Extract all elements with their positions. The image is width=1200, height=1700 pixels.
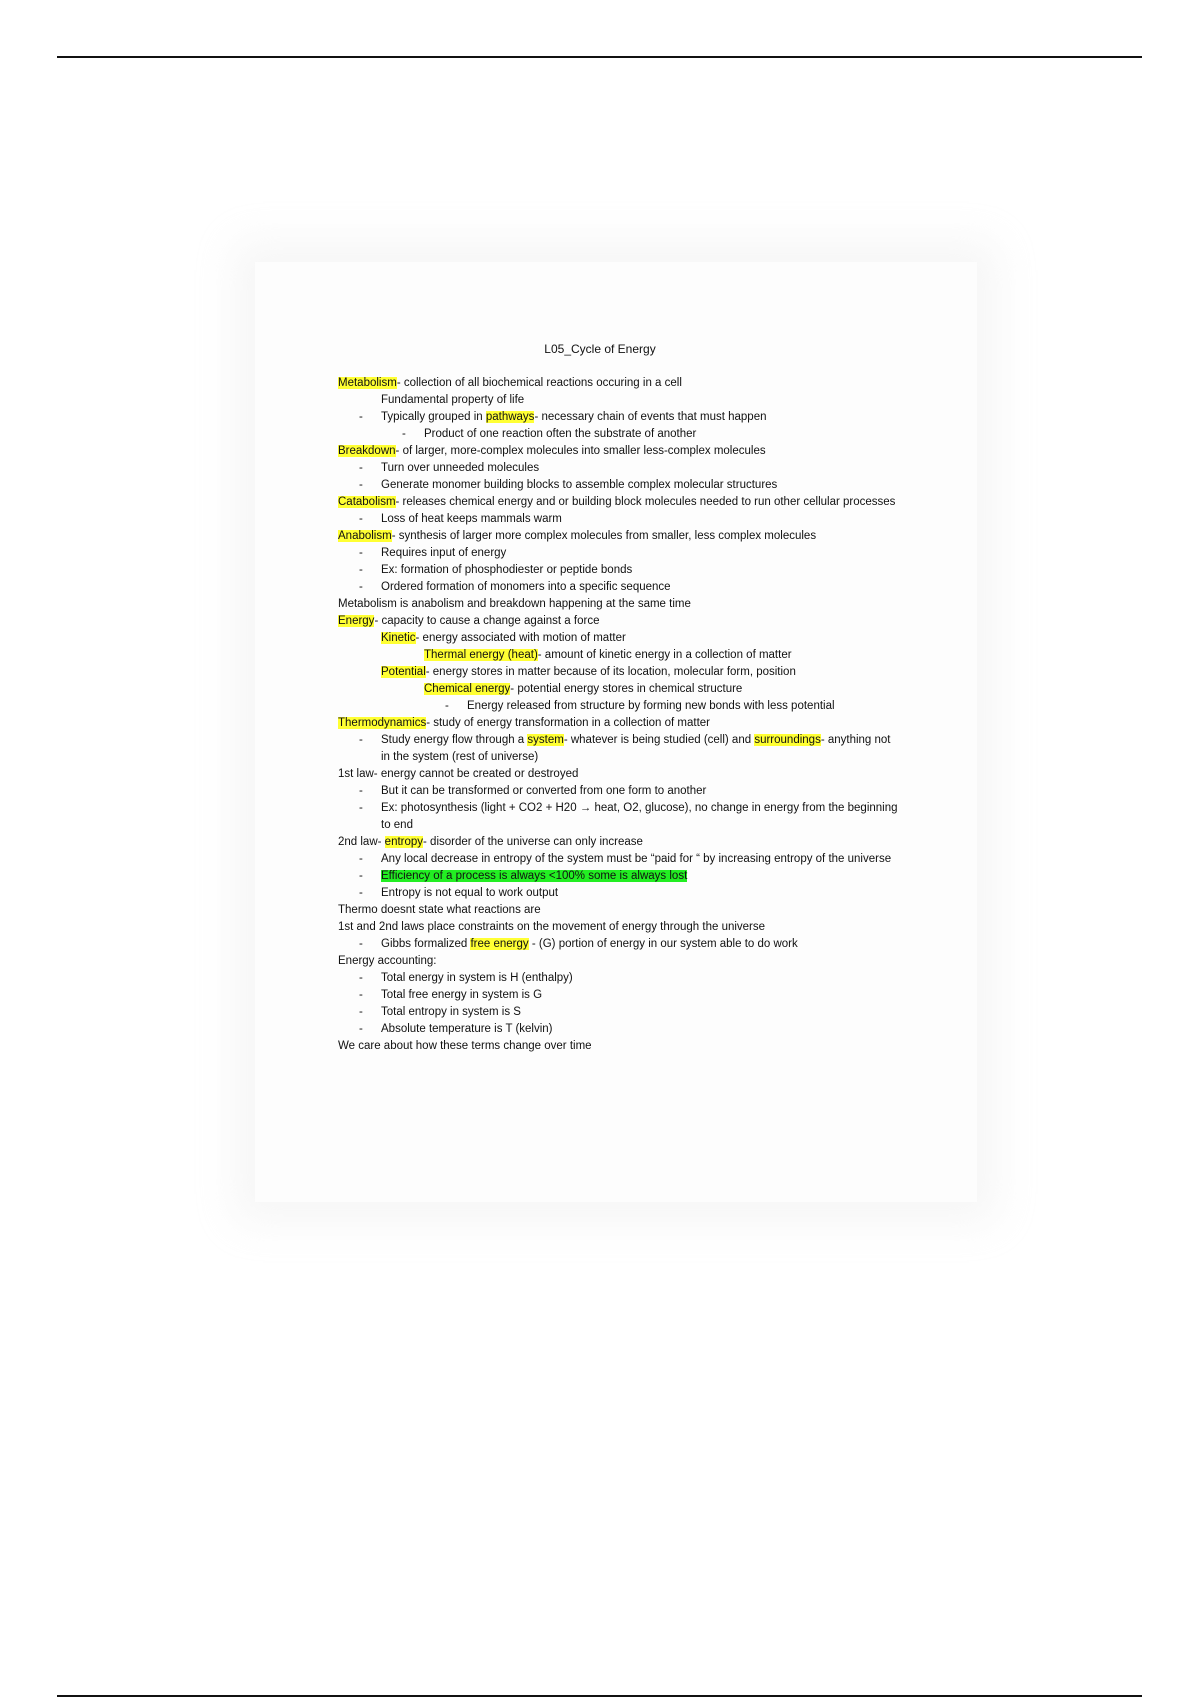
definition-thermodynamics: Thermodynamics- study of energy transformation in a collection of matter	[338, 717, 711, 729]
term-highlight: Thermal energy (heat)	[424, 649, 538, 661]
bullet-dash: -	[359, 479, 363, 491]
definition-kinetic: Kinetic- energy associated with motion of matter	[381, 632, 626, 644]
term-highlight: Catabolism	[338, 496, 396, 508]
term-highlight: free energy	[470, 938, 529, 950]
definition-chemical-energy: Chemical energy- potential energy stores in chemical structure	[424, 683, 743, 695]
term-highlight: Potential	[381, 666, 426, 678]
definition-energy: Energy- capacity to cause a change against a force	[338, 615, 600, 627]
note-line: 1st and 2nd laws place constraints on the movement of energy through the universe	[338, 921, 766, 933]
bullet-item: - Gibbs formalized free energy - (G) portion of energy in our system able to do work	[338, 936, 898, 953]
definition-catabolism: Catabolism- releases chemical energy and or building block molecules needed to run other cellular processes	[338, 496, 896, 508]
bullet-item: - But it can be transformed or converted from one form to another	[338, 783, 898, 800]
bullet-item: - Ordered formation of monomers into a specific sequence	[338, 579, 898, 596]
bullet-dash: -	[359, 547, 363, 559]
footer-rule	[57, 1695, 1142, 1697]
bullet-item: - Study energy flow through a system- whatever is being studied (cell) and surroundings- anything not in the system (rest of universe)	[359, 734, 891, 763]
bullet-dash: -	[359, 853, 363, 865]
header-rule	[57, 56, 1142, 58]
bullet-dash: -	[359, 462, 363, 474]
definition-breakdown: Breakdown- of larger, more-complex molecules into smaller less-complex molecules	[338, 445, 766, 457]
note-line: Fundamental property of life	[381, 394, 525, 406]
term-highlight: pathways	[485, 411, 535, 423]
bullet-dash: -	[359, 989, 363, 1001]
term-highlight: entropy	[384, 836, 424, 848]
note-line: Metabolism is anabolism and breakdown happening at the same time	[338, 598, 691, 610]
bullet-dash: -	[359, 581, 363, 593]
document-title: L05_Cycle of Energy	[544, 342, 656, 356]
bullet-dash: -	[359, 411, 363, 423]
bullet-item: - Total energy in system is H (enthalpy)	[338, 970, 898, 987]
term-highlight: surroundings	[754, 734, 821, 746]
bullet-item: - Total free energy in system is G	[338, 987, 898, 1004]
note-body	[338, 375, 898, 1055]
note-line: Energy accounting:	[338, 955, 437, 967]
green-highlight: Efficiency of a process is always <100% some is always lost	[381, 870, 688, 882]
note-line: 2nd law- entropy- disorder of the universe can only increase	[338, 836, 643, 848]
term-highlight: Energy	[338, 615, 375, 627]
bullet-item: - Ex: photosynthesis (light + CO2 + H20 → heat, O2, glucose), no change in energy from the beginning to end	[359, 802, 898, 831]
term-highlight: Breakdown	[338, 445, 396, 457]
term-highlight: Chemical energy	[424, 683, 511, 695]
bullet-item: - Any local decrease in entropy of the system must be “paid for “ by increasing entropy of the universe	[338, 851, 898, 868]
note-line: We care about how these terms change over time	[338, 1040, 592, 1052]
definition-thermal-energy: Thermal energy (heat)- amount of kinetic energy in a collection of matter	[424, 649, 792, 661]
bullet-item: - Total entropy in system is S	[338, 1004, 898, 1021]
definition-anabolism: Anabolism- synthesis of larger more complex molecules from smaller, less complex molecules	[338, 530, 817, 542]
bullet-item: - Typically grouped in pathways- necessary chain of events that must happen	[338, 409, 898, 426]
bullet-dash: -	[359, 1023, 363, 1035]
bullet-dash: -	[359, 802, 363, 814]
bullet-item: - Loss of heat keeps mammals warm	[338, 511, 898, 528]
bullet-item	[338, 868, 898, 885]
bullet-item: - Entropy is not equal to work output	[338, 885, 898, 902]
bullet-dash: -	[359, 513, 363, 525]
bullet-item: - Ex: formation of phosphodiester or peptide bonds	[338, 562, 898, 579]
bullet-dash: -	[359, 870, 363, 882]
definition-potential: Potential- energy stores in matter because of its location, molecular form, position	[381, 666, 796, 678]
term-highlight: Anabolism	[338, 530, 392, 542]
bullet-dash: -	[359, 972, 363, 984]
term-highlight: Metabolism	[338, 377, 397, 389]
bullet-dash: -	[359, 564, 363, 576]
bullet-item: - Requires input of energy	[338, 545, 898, 562]
bullet-dash: -	[359, 887, 363, 899]
bullet-dash: -	[402, 428, 406, 440]
bullet-item: - Product of one reaction often the substrate of another	[338, 426, 898, 443]
bullet-dash: -	[359, 734, 363, 746]
definition-metabolism: Metabolism- collection of all biochemical reactions occuring in a cell	[338, 377, 682, 389]
bullet-dash: -	[359, 1006, 363, 1018]
bullet-item: - Turn over unneeded molecules	[338, 460, 898, 477]
bullet-dash: -	[359, 785, 363, 797]
term-highlight: Kinetic	[381, 632, 416, 644]
note-line: Thermo doesnt state what reactions are	[338, 904, 541, 916]
bullet-item: - Generate monomer building blocks to assemble complex molecular structures	[338, 477, 898, 494]
bullet-dash: -	[445, 700, 449, 712]
bullet-item: - Energy released from structure by forming new bonds with less potential	[338, 698, 898, 715]
bullet-dash: -	[359, 938, 363, 950]
bullet-item: - Absolute temperature is T (kelvin)	[338, 1021, 898, 1038]
term-highlight: Thermodynamics	[338, 717, 427, 729]
term-highlight: system	[527, 734, 564, 746]
note-line: 1st law- energy cannot be created or destroyed	[338, 768, 579, 780]
